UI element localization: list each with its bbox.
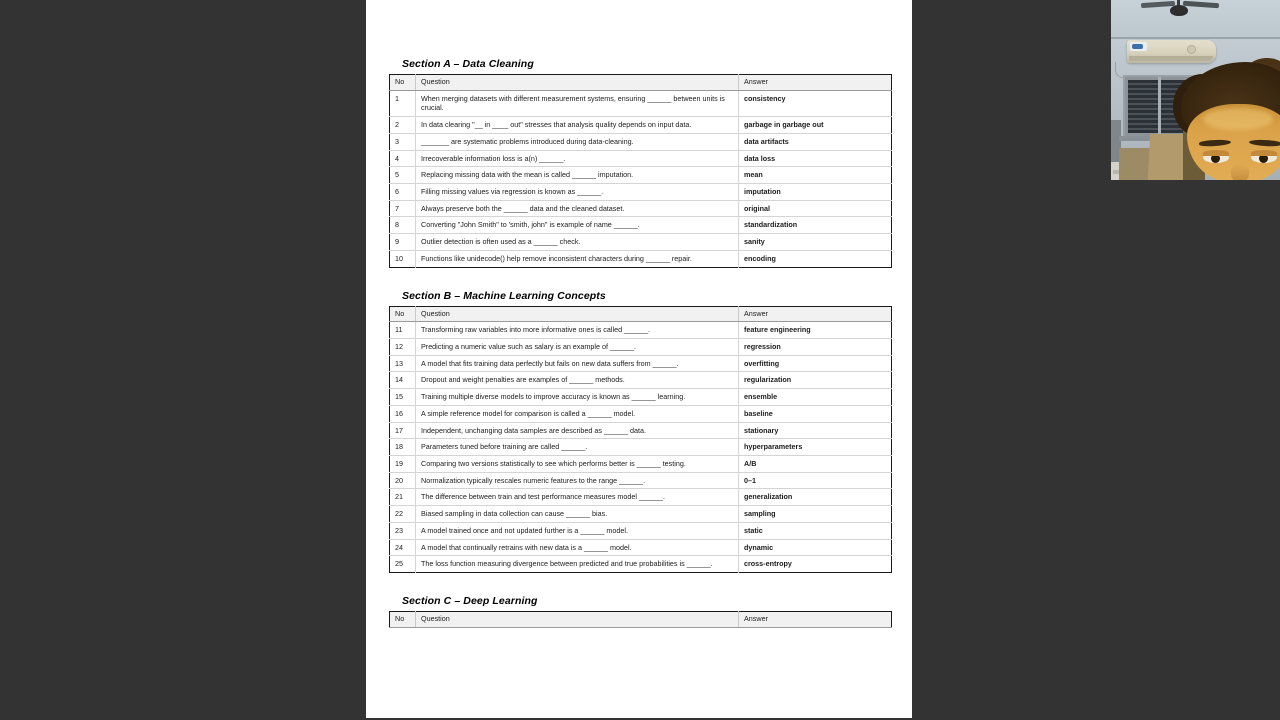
cell-answer: original <box>739 200 892 217</box>
cell-number: 6 <box>390 183 416 200</box>
table-row <box>390 372 892 389</box>
person-eyelid-left <box>1203 150 1229 156</box>
cell-answer: stationary <box>739 422 892 439</box>
table-row <box>390 522 892 539</box>
cell-answer: A/B <box>739 455 892 472</box>
air-conditioner-vent <box>1129 56 1213 61</box>
table-row <box>390 200 892 217</box>
cell-number: 19 <box>390 455 416 472</box>
cell-number: 10 <box>390 250 416 267</box>
cell-question: The difference between train and test performance measures model ______. <box>416 489 739 506</box>
cell-number: 8 <box>390 217 416 234</box>
cell-answer: generalization <box>739 489 892 506</box>
qa-table-section-b <box>389 306 892 573</box>
table-row <box>390 439 892 456</box>
table-row <box>390 322 892 339</box>
qa-table-body-a <box>390 90 892 267</box>
webcam-overlay[interactable] <box>1111 0 1280 180</box>
section-heading-b: Section B – Machine Learning Concepts <box>402 289 606 302</box>
cell-question: Outlier detection is often used as a ______ check. <box>416 234 739 251</box>
cell-question: When merging datasets with different measurement systems, ensuring ______ between units is crucial. <box>416 90 739 116</box>
table-row <box>390 405 892 422</box>
table-row <box>390 90 892 116</box>
cell-answer: ensemble <box>739 389 892 406</box>
cell-question: Irrecoverable information loss is a(n) ______. <box>416 150 739 167</box>
table-row <box>390 150 892 167</box>
table-row <box>390 539 892 556</box>
table-row <box>390 489 892 506</box>
person-nose <box>1231 164 1249 180</box>
cell-number: 16 <box>390 405 416 422</box>
section-heading-c: Section C – Deep Learning <box>402 594 538 607</box>
table-row <box>390 472 892 489</box>
cell-answer: cross-entropy <box>744 559 792 569</box>
ceiling-fan-hub-icon <box>1170 5 1188 16</box>
cell-answer: regularization <box>739 372 892 389</box>
cell-number: 18 <box>390 439 416 456</box>
cell-question: A model that continually retrains with new data is a ______ model. <box>416 539 739 556</box>
cell-number: 3 <box>390 133 416 150</box>
table-header-row <box>390 611 892 627</box>
cell-number: 15 <box>390 389 416 406</box>
table-row <box>390 455 892 472</box>
table-row <box>390 167 892 184</box>
cell-question: Comparing two versions statistically to see which performs better is ______ testing. <box>416 455 739 472</box>
cell-answer: consistency <box>739 90 892 116</box>
table-row <box>390 234 892 251</box>
cell-number: 14 <box>390 372 416 389</box>
cell-number: 1 <box>390 90 416 116</box>
cell-number: 12 <box>390 338 416 355</box>
qa-table-section-a <box>389 74 892 268</box>
cell-number: 4 <box>390 150 416 167</box>
cell-question: Functions like unidecode() help remove inconsistent characters during ______ repair. <box>416 250 739 267</box>
cell-number: 25 <box>390 556 416 573</box>
cell-answer: sanity <box>739 234 892 251</box>
column-header-answer: Answer <box>739 611 892 627</box>
cell-number: 5 <box>390 167 416 184</box>
column-header-no: No <box>390 611 416 627</box>
person-eyelid-right <box>1251 150 1277 156</box>
cell-answer: dynamic <box>739 539 892 556</box>
cell-answer: static <box>739 522 892 539</box>
cell-question: Converting "John Smith" to 'smith, john" is example of name ______. <box>416 217 739 234</box>
cell-question: _______ are systematic problems introduced during data-cleaning. <box>416 133 739 150</box>
wall-trim-line <box>1111 37 1280 39</box>
cell-question: Normalization typically rescales numeric features to the range ______. <box>416 472 739 489</box>
cell-answer: mean <box>739 167 892 184</box>
air-conditioner-logo-mark <box>1132 44 1143 49</box>
table-row <box>390 389 892 406</box>
column-header-question: Question <box>416 306 739 322</box>
cell-answer: baseline <box>739 405 892 422</box>
table-row <box>390 506 892 523</box>
cell-question: Parameters tuned before training are called ______. <box>416 439 739 456</box>
table-row <box>390 355 892 372</box>
cell-number: 21 <box>390 489 416 506</box>
cell-question: Filling missing values via regression is known as ______. <box>416 183 739 200</box>
cell-question: Independent, unchanging data samples are described as ______ data. <box>416 422 739 439</box>
cell-answer: sampling <box>739 506 892 523</box>
table-row <box>390 338 892 355</box>
table-row <box>390 422 892 439</box>
cell-answer: regression <box>739 338 892 355</box>
cell-answer: encoding <box>744 253 776 263</box>
cell-answer: hyperparameters <box>739 439 892 456</box>
table-row <box>390 217 892 234</box>
cell-answer: imputation <box>739 183 892 200</box>
window-mullion <box>1158 77 1161 136</box>
section-heading-a: Section A – Data Cleaning <box>402 58 534 70</box>
cell-question: Predicting a numeric value such as salary is an example of ______. <box>416 338 739 355</box>
table-row <box>390 183 892 200</box>
cell-number: 20 <box>390 472 416 489</box>
cell-question: Dropout and weight penalties are examples of ______ methods. <box>416 372 739 389</box>
cell-number: 22 <box>390 506 416 523</box>
table-header-row <box>390 75 892 91</box>
cell-question: A model that fits training data perfectly but fails on new data suffers from ______. <box>416 355 739 372</box>
cell-answer: standardization <box>739 217 892 234</box>
cell-number: 17 <box>390 422 416 439</box>
document-body <box>389 0 893 628</box>
column-header-no: No <box>390 75 416 91</box>
cell-question: Training multiple diverse models to improve accuracy is known as ______ learning. <box>416 389 739 406</box>
cell-question: Transforming raw variables into more informative ones is called ______. <box>416 322 739 339</box>
qa-table-body-b <box>390 322 892 573</box>
cell-answer: data artifacts <box>739 133 892 150</box>
cell-answer: overfitting <box>739 355 892 372</box>
cell-answer: garbage in garbage out <box>739 117 892 134</box>
cell-question: Always preserve both the ______ data and the cleaned dataset. <box>416 200 739 217</box>
person-forehead-highlight <box>1203 108 1273 130</box>
table-row <box>390 250 892 267</box>
cell-answer: 0–1 <box>739 472 892 489</box>
cell-question: Biased sampling in data collection can cause ______ bias. <box>416 506 739 523</box>
cell-answer: data loss <box>739 150 892 167</box>
column-header-no: No <box>390 306 416 322</box>
table-row <box>390 117 892 134</box>
cell-question: In data clearing "__ in ____ out" stresses that analysis quality depends on input data. <box>416 117 739 134</box>
cell-number: 11 <box>390 322 416 339</box>
cell-question: Replacing missing data with the mean is called ______ imputation. <box>416 167 739 184</box>
document-page <box>366 0 912 718</box>
table-header-row <box>390 306 892 322</box>
cell-number: 7 <box>390 200 416 217</box>
cell-number: 24 <box>390 539 416 556</box>
cell-number: 23 <box>390 522 416 539</box>
column-header-answer: Answer <box>739 306 892 322</box>
column-header-question: Question <box>416 611 739 627</box>
table-row <box>390 556 892 573</box>
cell-answer: feature engineering <box>739 322 892 339</box>
cell-number: 9 <box>390 234 416 251</box>
air-conditioner-knob <box>1187 45 1196 54</box>
table-row <box>390 133 892 150</box>
cell-question: The loss function measuring divergence between predicted and true probabilities is ______. <box>416 556 739 573</box>
cell-number: 13 <box>390 355 416 372</box>
cell-question: A model trained once and not updated further is a ______ model. <box>416 522 739 539</box>
cell-question: A simple reference model for comparison is called a ______ model. <box>416 405 739 422</box>
column-header-question: Question <box>416 75 739 91</box>
cell-number: 2 <box>390 117 416 134</box>
column-header-answer: Answer <box>739 75 892 91</box>
qa-table-section-c <box>389 611 892 628</box>
